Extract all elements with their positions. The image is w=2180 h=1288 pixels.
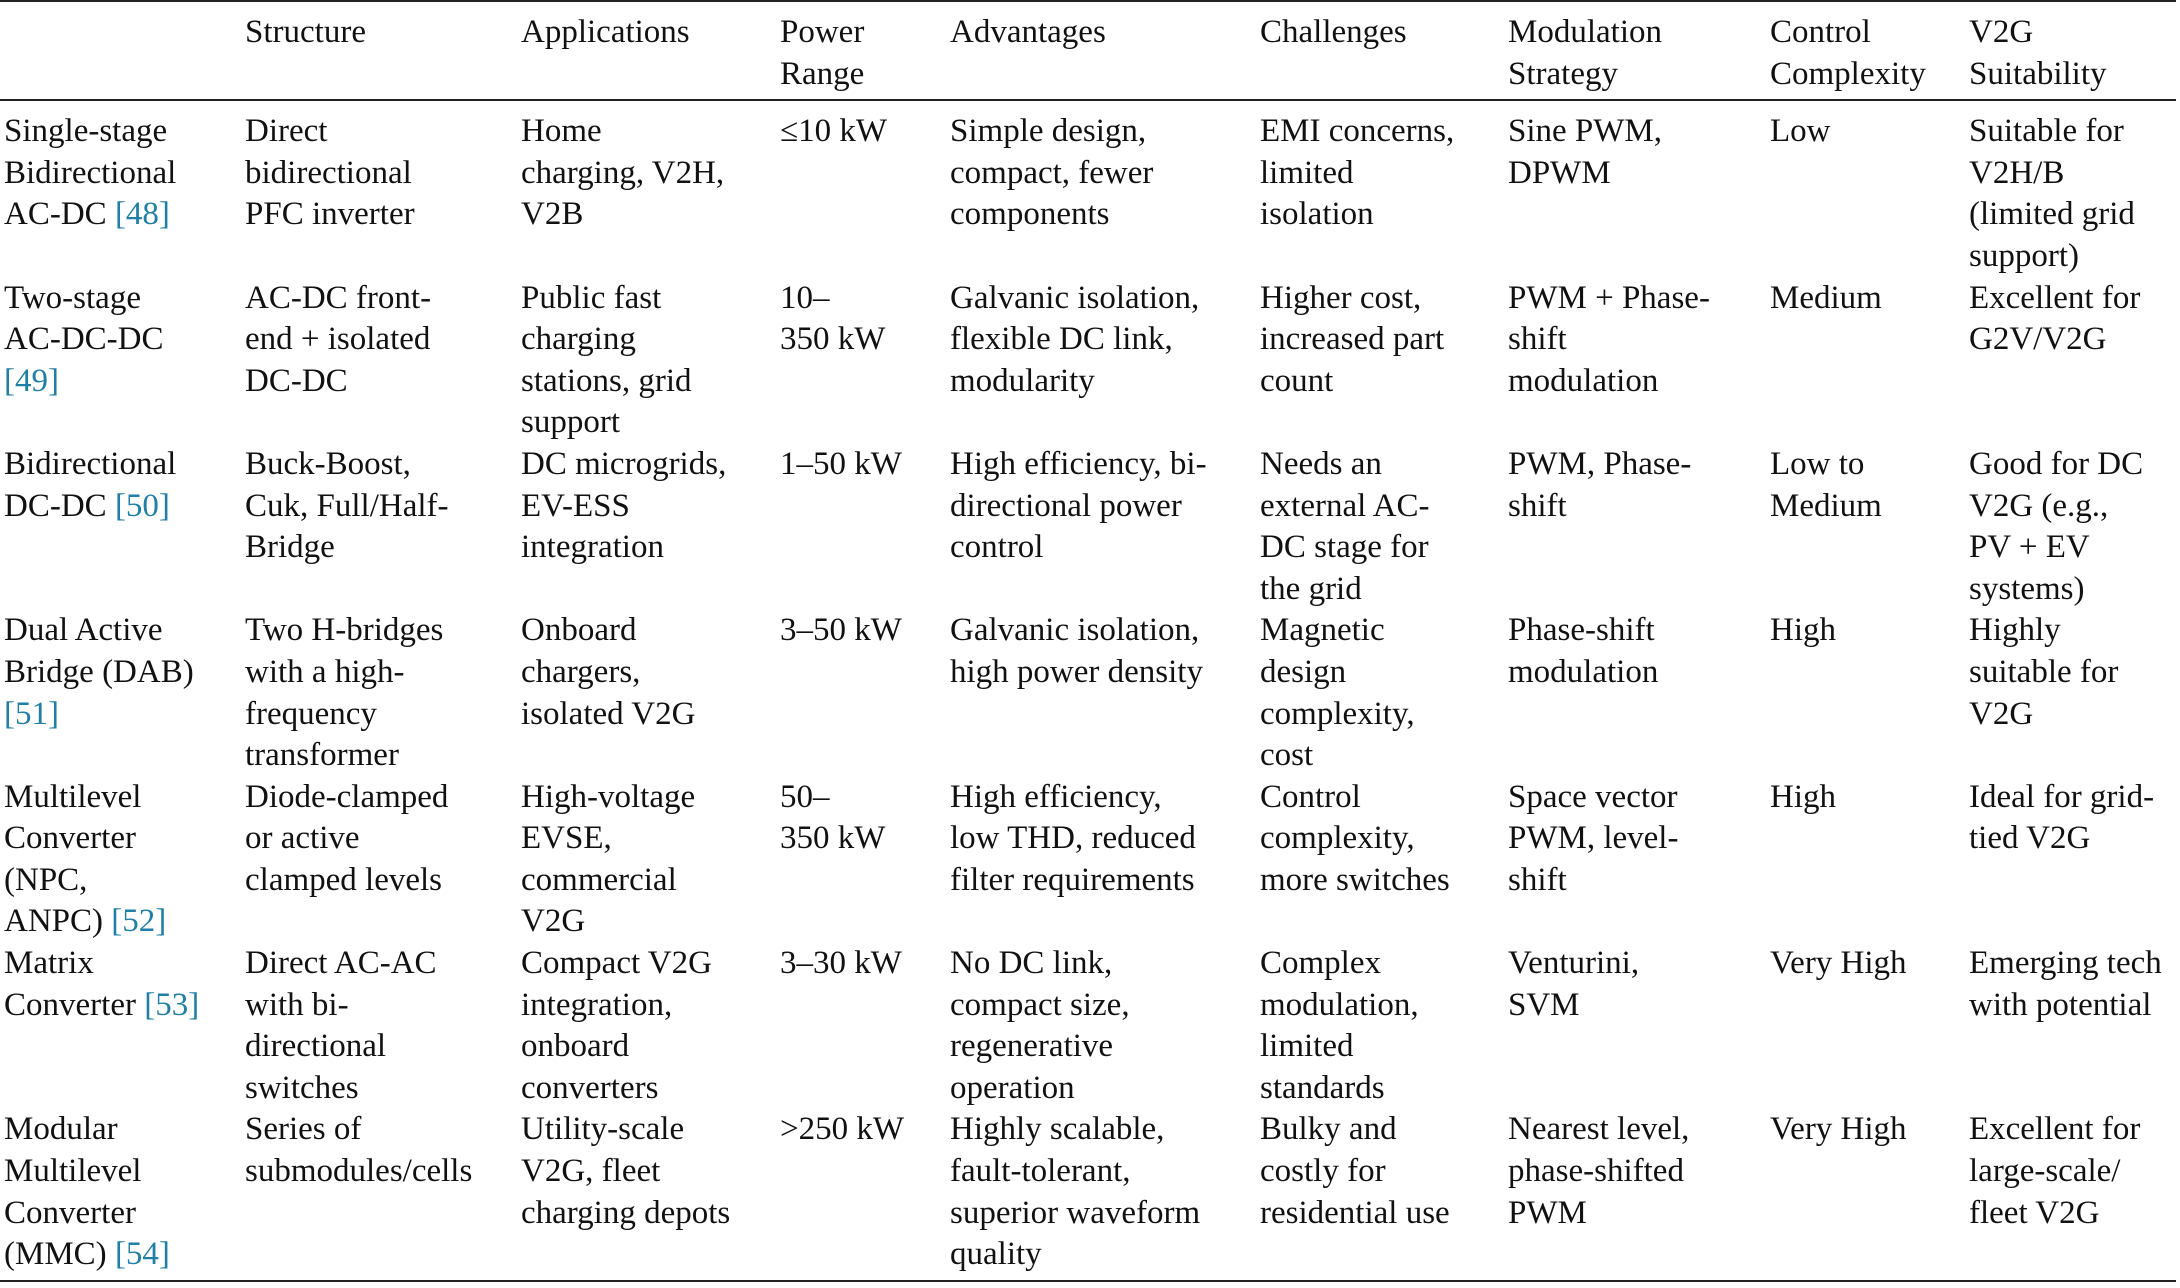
cell-text: PWM, level- <box>1508 820 1679 857</box>
cell-text: Diode-clamped <box>245 778 449 815</box>
converter-name-line <box>4 901 235 943</box>
cell-text: Bridge <box>245 529 335 566</box>
cell-text: or active <box>245 820 360 857</box>
cell-text: Direct <box>245 113 328 150</box>
advantages-cell <box>946 943 1256 1109</box>
cell-text: filter requirements <box>950 861 1195 898</box>
cell-text: V2G <box>521 903 586 940</box>
header-text: Structure <box>245 14 366 50</box>
applications-cell <box>517 100 776 277</box>
cell-text: with bi- <box>245 986 349 1023</box>
cell-text: Simple design, <box>950 113 1147 150</box>
cell-text: Very High <box>1770 1111 1907 1148</box>
cell-text: Very High <box>1770 945 1907 982</box>
v2g-suitability-header <box>1965 1 2176 100</box>
v2g-suitability-cell <box>1965 610 2176 776</box>
converter-name-cell <box>0 943 241 1109</box>
structure-cell <box>241 943 517 1109</box>
cell-text: superior waveform <box>950 1194 1201 1231</box>
v2g-suitability-cell <box>1965 444 2176 610</box>
cell-text: Highly <box>1969 612 2061 649</box>
table-row <box>0 943 2176 1109</box>
cell-text: Onboard <box>521 612 637 649</box>
cell-text: count <box>1260 362 1334 399</box>
cell-text: Utility-scale <box>521 1111 685 1148</box>
converter-name-cell <box>0 100 241 277</box>
control-complexity-cell <box>1766 444 1965 610</box>
converter-name-text: Converter <box>4 1194 136 1231</box>
cell-text: Bulky and <box>1260 1111 1397 1148</box>
table-header <box>0 1 2176 100</box>
control-complexity-cell <box>1766 278 1965 444</box>
cell-text: fleet V2G <box>1969 1194 2100 1231</box>
structure-cell <box>241 100 517 277</box>
control-complexity-cell <box>1766 100 1965 277</box>
cell-text: isolated V2G <box>521 695 696 732</box>
cell-text: increased part <box>1260 321 1445 358</box>
header-text: Control <box>1770 14 1871 50</box>
cell-text: DC stage for <box>1260 529 1429 566</box>
challenges-cell <box>1256 777 1504 943</box>
cell-text: modularity <box>950 362 1095 399</box>
cell-text: charging depots <box>521 1194 731 1231</box>
cell-text: Ideal for grid- <box>1969 778 2155 815</box>
converter-name-text: Converter <box>4 820 136 857</box>
cell-text: Emerging tech <box>1969 945 2162 982</box>
applications-cell <box>517 943 776 1109</box>
cell-text: regenerative <box>950 1028 1114 1065</box>
cell-text: Home <box>521 113 602 150</box>
cell-text: directional <box>245 1028 387 1065</box>
modulation-strategy-cell <box>1504 610 1766 776</box>
cell-text: transformer <box>245 737 399 774</box>
table-row <box>0 610 2176 776</box>
cell-text: Compact V2G <box>521 945 712 982</box>
advantages-cell <box>946 444 1256 610</box>
citation-link[interactable]: [48] <box>114 196 170 233</box>
cell-text: complexity, <box>1260 820 1415 857</box>
cell-text: the grid <box>1260 570 1362 607</box>
cell-text: Galvanic isolation, <box>950 279 1200 316</box>
power-range-cell <box>776 1109 946 1280</box>
cell-text: onboard <box>521 1028 630 1065</box>
challenges-cell <box>1256 278 1504 444</box>
converter-name-text: Single-stage <box>4 113 168 150</box>
cell-text: residential use <box>1260 1194 1450 1231</box>
cell-text: Series of <box>245 1111 362 1148</box>
cell-text: suitable for <box>1969 653 2119 690</box>
cell-text: end + isolated <box>245 321 431 358</box>
cell-text: limited <box>1260 1028 1354 1065</box>
row-label-header <box>0 1 241 100</box>
converter-name-line <box>4 1151 235 1193</box>
cell-text: submodules/cells <box>245 1153 473 1190</box>
header-text: Challenges <box>1260 14 1407 50</box>
cell-text: Excellent for <box>1969 1111 2141 1148</box>
cell-text: (limited grid <box>1969 196 2135 233</box>
cell-text: DC-DC <box>245 362 348 399</box>
cell-text: stations, grid <box>521 362 692 399</box>
cell-text: cost <box>1260 737 1314 774</box>
cell-text: V2G, fleet <box>521 1153 661 1190</box>
header-row <box>0 1 2176 100</box>
v2g-suitability-cell <box>1965 1109 2176 1280</box>
applications-cell <box>517 1109 776 1280</box>
cell-text: limited <box>1260 154 1354 191</box>
cell-text: Excellent for <box>1969 279 2141 316</box>
converter-name-text: Bidirectional <box>4 154 177 191</box>
structure-cell <box>241 777 517 943</box>
converter-name-line <box>4 361 235 403</box>
cell-text: large-scale/ <box>1969 1153 2121 1190</box>
cell-text: 350 kW <box>780 820 886 857</box>
converter-name-line <box>4 278 235 320</box>
converter-name-line <box>4 111 235 153</box>
converter-name-cell <box>0 278 241 444</box>
cell-text: external AC- <box>1260 487 1430 524</box>
cell-text: Sine PWM, <box>1508 113 1663 150</box>
cell-text: phase-shifted <box>1508 1153 1684 1190</box>
cell-text: No DC link, <box>950 945 1113 982</box>
cell-text: 50– <box>780 778 830 815</box>
cell-text: PWM + Phase- <box>1508 279 1710 316</box>
modulation-strategy-cell <box>1504 278 1766 444</box>
cell-text: Low <box>1770 113 1831 150</box>
cell-text: support) <box>1969 237 2079 274</box>
converter-name-text: Multilevel <box>4 1153 142 1190</box>
power-range-cell <box>776 278 946 444</box>
cell-text: tied V2G <box>1969 820 2091 857</box>
cell-text: Two H-bridges <box>245 612 444 649</box>
cell-text: V2G (e.g., <box>1969 487 2109 524</box>
converter-name-text: ANPC) <box>4 903 112 940</box>
cell-text: High efficiency, <box>950 778 1162 815</box>
advantages-header <box>946 1 1256 100</box>
table-row <box>0 1109 2176 1280</box>
converter-name-text: Two-stage <box>4 279 141 316</box>
cell-text: V2G <box>1969 695 2034 732</box>
converter-name-line <box>4 860 235 902</box>
control-complexity-cell <box>1766 777 1965 943</box>
citation-link[interactable]: [54] <box>114 1236 170 1273</box>
applications-cell <box>517 444 776 610</box>
cell-text: switches <box>245 1069 359 1106</box>
challenges-header <box>1256 1 1504 100</box>
converter-name-cell <box>0 1109 241 1280</box>
cell-text: charging <box>521 321 636 358</box>
modulation-strategy-cell <box>1504 1109 1766 1280</box>
cell-text: Complex <box>1260 945 1381 982</box>
advantages-cell <box>946 100 1256 277</box>
converter-name-text: AC-DC <box>4 196 115 233</box>
power-range-cell <box>776 610 946 776</box>
cell-text: >250 kW <box>780 1111 905 1148</box>
power-range-cell <box>776 444 946 610</box>
cell-text: AC-DC front- <box>245 279 432 316</box>
cell-text: quality <box>950 1236 1042 1273</box>
control-complexity-cell <box>1766 943 1965 1109</box>
citation-link[interactable]: [52] <box>111 903 167 940</box>
advantages-cell <box>946 1109 1256 1280</box>
cell-text: Phase-shift <box>1508 612 1655 649</box>
v2g-suitability-cell <box>1965 943 2176 1109</box>
converter-name-line <box>4 818 235 860</box>
cell-text: Low to <box>1770 445 1865 482</box>
cell-text: Needs an <box>1260 445 1382 482</box>
converter-name-text: Dual Active <box>4 612 163 649</box>
converter-name-text: Bridge (DAB) <box>4 653 194 690</box>
cell-text: design <box>1260 653 1347 690</box>
cell-text: PWM <box>1508 1194 1587 1231</box>
cell-text: control <box>950 529 1044 566</box>
cell-text: High <box>1770 612 1836 649</box>
applications-header <box>517 1 776 100</box>
v2g-suitability-cell <box>1965 100 2176 277</box>
header-text: Strategy <box>1508 55 1618 92</box>
cell-text: support <box>521 404 620 441</box>
cell-text: Highly scalable, <box>950 1111 1165 1148</box>
converter-name-cell <box>0 444 241 610</box>
citation-link[interactable]: [51] <box>4 695 59 732</box>
converter-name-text: Converter <box>4 986 145 1023</box>
cell-text: with potential <box>1969 986 2152 1023</box>
modulation-strategy-cell <box>1504 444 1766 610</box>
cell-text: bidirectional <box>245 154 412 191</box>
cell-text: 3–30 kW <box>780 945 902 982</box>
cell-text: components <box>950 196 1110 233</box>
cell-text: 1–50 kW <box>780 445 902 482</box>
modulation-strategy-header <box>1504 1 1766 100</box>
cell-text: directional power <box>950 487 1182 524</box>
citation-link[interactable]: [49] <box>4 362 59 399</box>
converter-name-line <box>4 444 235 486</box>
cell-text: EV-ESS <box>521 487 630 524</box>
cell-text: G2V/V2G <box>1969 321 2107 358</box>
structure-cell <box>241 278 517 444</box>
cell-text: Space vector <box>1508 778 1678 815</box>
cell-text: Good for DC <box>1969 445 2144 482</box>
cell-text: DPWM <box>1508 154 1611 191</box>
header-text: Power <box>780 14 865 50</box>
cell-text: fault-tolerant, <box>950 1153 1131 1190</box>
cell-text: modulation, <box>1260 986 1419 1023</box>
cell-text: flexible DC link, <box>950 321 1173 358</box>
header-text: V2G <box>1969 14 2034 50</box>
converter-name-text: AC-DC-DC <box>4 321 164 358</box>
cell-text: charging, V2H, <box>521 154 725 191</box>
cell-text: complexity, <box>1260 695 1415 732</box>
converter-name-line <box>4 486 235 528</box>
converter-name-line <box>4 1193 235 1235</box>
cell-text: Public fast <box>521 279 662 316</box>
control-complexity-cell <box>1766 1109 1965 1280</box>
cell-text: EMI concerns, <box>1260 113 1455 150</box>
header-text: Range <box>780 55 865 92</box>
cell-text: High efficiency, bi- <box>950 445 1207 482</box>
power-range-cell <box>776 943 946 1109</box>
cell-text: DC microgrids, <box>521 445 727 482</box>
cell-text: more switches <box>1260 861 1450 898</box>
header-text: Suitability <box>1969 55 2107 92</box>
cell-text: High <box>1770 778 1836 815</box>
converter-name-text: (MMC) <box>4 1236 115 1273</box>
table-row <box>0 100 2176 277</box>
cell-text: Buck-Boost, <box>245 445 411 482</box>
converter-name-line <box>4 777 235 819</box>
cell-text: converters <box>521 1069 659 1106</box>
cell-text: high power density <box>950 653 1203 690</box>
citation-link[interactable]: [50] <box>114 487 170 524</box>
converter-name-line <box>4 694 235 736</box>
converter-name-line <box>4 153 235 195</box>
cell-text: frequency <box>245 695 377 732</box>
power-range-cell <box>776 777 946 943</box>
converter-name-text: Matrix <box>4 945 94 982</box>
cell-text: operation <box>950 1069 1075 1106</box>
converter-name-text: DC-DC <box>4 487 115 524</box>
cell-text: systems) <box>1969 570 2085 607</box>
citation-link[interactable]: [53] <box>144 986 200 1023</box>
v2g-suitability-cell <box>1965 777 2176 943</box>
power-range-cell <box>776 100 946 277</box>
cell-text: shift <box>1508 487 1567 524</box>
header-text: Complexity <box>1770 55 1926 92</box>
converter-name-line <box>4 1109 235 1151</box>
cell-text: shift <box>1508 861 1567 898</box>
challenges-cell <box>1256 100 1504 277</box>
converter-name-text: Bidirectional <box>4 445 177 482</box>
cell-text: standards <box>1260 1069 1385 1106</box>
cell-text: High-voltage <box>521 778 696 815</box>
modulation-strategy-cell <box>1504 777 1766 943</box>
converter-name-line <box>4 652 235 694</box>
cell-text: Medium <box>1770 487 1882 524</box>
cell-text: compact, fewer <box>950 154 1154 191</box>
converter-name-line <box>4 943 235 985</box>
header-text: Applications <box>521 14 690 50</box>
cell-text: SVM <box>1508 986 1580 1023</box>
modulation-strategy-cell <box>1504 100 1766 277</box>
converter-name-text: Modular <box>4 1111 118 1148</box>
control-complexity-cell <box>1766 610 1965 776</box>
structure-cell <box>241 610 517 776</box>
cell-text: Direct AC-AC <box>245 945 437 982</box>
converter-name-line <box>4 1234 235 1276</box>
cell-text: Magnetic <box>1260 612 1385 649</box>
cell-text: with a high- <box>245 653 405 690</box>
cell-text: Higher cost, <box>1260 279 1422 316</box>
challenges-cell <box>1256 444 1504 610</box>
cell-text: EVSE, <box>521 820 612 857</box>
advantages-cell <box>946 278 1256 444</box>
structure-cell <box>241 444 517 610</box>
cell-text: Galvanic isolation, <box>950 612 1200 649</box>
advantages-cell <box>946 610 1256 776</box>
cell-text: commercial <box>521 861 677 898</box>
cell-text: ≤10 kW <box>780 113 888 150</box>
cell-text: Venturini, <box>1508 945 1640 982</box>
cell-text: PWM, Phase- <box>1508 445 1692 482</box>
table-body <box>0 100 2176 1281</box>
cell-text: Control <box>1260 778 1361 815</box>
cell-text: PFC inverter <box>245 196 415 233</box>
cell-text: 10– <box>780 279 830 316</box>
structure-header <box>241 1 517 100</box>
table-row <box>0 777 2176 943</box>
cell-text: V2H/B <box>1969 154 2065 191</box>
cell-text: 350 kW <box>780 321 886 358</box>
cell-text: isolation <box>1260 196 1374 233</box>
cell-text: Suitable for <box>1969 113 2124 150</box>
cell-text: compact size, <box>950 986 1130 1023</box>
header-text: Advantages <box>950 14 1106 50</box>
table-row <box>0 278 2176 444</box>
header-text: Modulation <box>1508 14 1662 50</box>
cell-text: V2B <box>521 196 584 233</box>
v2g-suitability-cell <box>1965 278 2176 444</box>
converter-name-line <box>4 610 235 652</box>
cell-text: Medium <box>1770 279 1882 316</box>
cell-text: shift <box>1508 321 1567 358</box>
converter-name-cell <box>0 610 241 776</box>
applications-cell <box>517 278 776 444</box>
cell-text: costly for <box>1260 1153 1386 1190</box>
cell-text: clamped levels <box>245 861 443 898</box>
cell-text: integration <box>521 529 664 566</box>
challenges-cell <box>1256 610 1504 776</box>
applications-cell <box>517 610 776 776</box>
cell-text: 3–50 kW <box>780 612 902 649</box>
modulation-strategy-cell <box>1504 943 1766 1109</box>
cell-text: Cuk, Full/Half- <box>245 487 449 524</box>
control-complexity-header <box>1766 1 1965 100</box>
power-range-header <box>776 1 946 100</box>
applications-cell <box>517 777 776 943</box>
structure-cell <box>241 1109 517 1280</box>
challenges-cell <box>1256 943 1504 1109</box>
converter-name-text: Multilevel <box>4 778 142 815</box>
converter-name-text: (NPC, <box>4 861 88 898</box>
challenges-cell <box>1256 1109 1504 1280</box>
cell-text: chargers, <box>521 653 641 690</box>
converter-name-line <box>4 194 235 236</box>
cell-text: integration, <box>521 986 673 1023</box>
cell-text: modulation <box>1508 653 1659 690</box>
cell-text: PV + EV <box>1969 529 2090 566</box>
converter-name-line <box>4 319 235 361</box>
cell-text: low THD, reduced <box>950 820 1196 857</box>
converter-name-line <box>4 985 235 1027</box>
converter-name-cell <box>0 777 241 943</box>
cell-text: modulation <box>1508 362 1659 399</box>
cell-text: Nearest level, <box>1508 1111 1690 1148</box>
table-row <box>0 444 2176 610</box>
advantages-cell <box>946 777 1256 943</box>
